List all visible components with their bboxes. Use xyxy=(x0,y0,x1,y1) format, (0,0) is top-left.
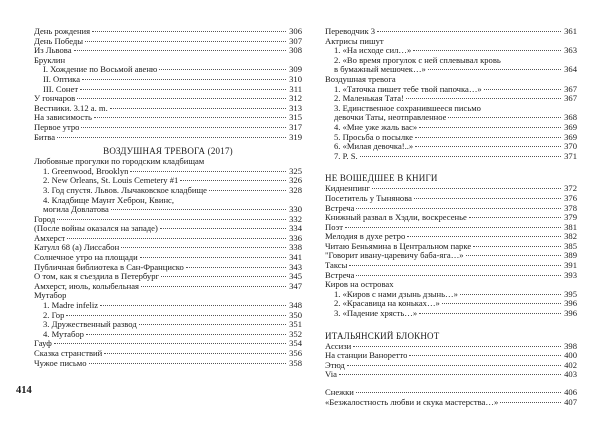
dot-leader xyxy=(407,236,561,237)
toc-entry-page: 363 xyxy=(564,45,577,56)
dot-leader xyxy=(356,208,561,209)
dot-leader xyxy=(74,50,286,51)
toc-entry-page: 395 xyxy=(564,288,577,299)
toc-entry-page: 378 xyxy=(564,202,577,213)
toc-group-title xyxy=(34,157,302,167)
dot-leader xyxy=(54,343,286,344)
toc-group-title xyxy=(325,280,577,290)
toc-entry xyxy=(34,167,302,177)
toc-entry xyxy=(325,123,577,133)
toc-entry-title: Город xyxy=(34,214,56,224)
toc-entry-page: 370 xyxy=(564,141,577,152)
toc-entry-title: II. Оптика xyxy=(43,74,81,84)
toc-entry xyxy=(325,232,577,242)
toc-entry xyxy=(34,253,302,263)
toc-entry-page: 396 xyxy=(564,298,577,309)
toc-entry-page: 369 xyxy=(564,121,577,132)
toc-entry-page: 364 xyxy=(564,64,577,75)
toc-entry-title: 4. «Мне уже жаль вас» xyxy=(334,122,418,132)
toc-entry xyxy=(34,94,302,104)
dot-leader xyxy=(121,247,286,248)
dot-leader xyxy=(57,219,286,220)
toc-entry-page: 402 xyxy=(564,359,577,370)
toc-entry-title: Книжный развал в Хэдли, воскресенье xyxy=(325,213,467,223)
toc-entry-page: 308 xyxy=(289,45,302,56)
toc-entry-page: 315 xyxy=(289,112,302,123)
toc-entry-title: (После войны оказался на западе) xyxy=(34,224,158,234)
toc-entry-page: 361 xyxy=(564,26,577,36)
dot-leader xyxy=(57,137,286,138)
toc-entry xyxy=(34,85,302,95)
toc-entry xyxy=(34,123,302,133)
toc-entry-title: 2. Маленькая Тата! xyxy=(334,94,404,104)
toc-entry-title: могила Довлатова xyxy=(43,205,109,215)
toc-entry-title: Встреча xyxy=(325,203,355,213)
toc-entry-page: 389 xyxy=(564,250,577,261)
toc-entry-title: 1. Madre infeliz xyxy=(43,301,99,311)
toc-entry xyxy=(325,242,577,252)
toc-entry-title: Читаю Беньямина в Центральном парке xyxy=(325,241,472,251)
dot-leader xyxy=(415,137,561,138)
dot-leader xyxy=(104,353,286,354)
toc-entry-page: 382 xyxy=(564,231,577,242)
toc-entry-title: I. Хождение по Восьмой авеню xyxy=(43,65,158,75)
toc-entry-page: 385 xyxy=(564,240,577,251)
toc-entry-page: 352 xyxy=(289,328,302,339)
toc-entry-title: 2. «Красавица на коньках…» xyxy=(334,299,440,309)
toc-entry-title: Актрисы пишут xyxy=(325,36,384,46)
toc-entry-title: Любовные прогулки по городским кладбищам xyxy=(34,157,205,167)
toc-entry-page: 358 xyxy=(289,357,302,368)
dot-leader xyxy=(339,374,561,375)
toc-entry-title: Бруклин xyxy=(34,55,66,65)
toc-entry xyxy=(325,113,577,123)
dot-leader xyxy=(419,127,561,128)
toc-entry-title: Переводчик 3 xyxy=(325,27,376,36)
toc-entry-title: Амхерст xyxy=(34,233,66,243)
toc-entry-page: 325 xyxy=(289,165,302,176)
toc-entry-title: Мелодия в духе ретро xyxy=(325,232,406,242)
dot-leader xyxy=(186,267,286,268)
toc-entry xyxy=(34,339,302,349)
toc-entry-title: 2. Гор xyxy=(43,310,65,320)
toc-entry-title: 4. Мутабор xyxy=(43,329,84,339)
toc-entry-page: 307 xyxy=(289,35,302,46)
dot-leader xyxy=(111,209,286,210)
toc-entry-title: О том, как я съездила в Петербург xyxy=(34,272,160,282)
dot-leader xyxy=(130,171,286,172)
dot-leader xyxy=(473,246,561,247)
dot-leader xyxy=(139,324,286,325)
toc-right-column xyxy=(325,27,577,407)
dot-leader xyxy=(413,50,561,51)
section-spacer xyxy=(325,319,577,327)
toc-entry-page: 393 xyxy=(564,269,577,280)
toc-entry-title: На зависимость xyxy=(34,113,92,123)
dot-leader xyxy=(356,392,561,393)
toc-entry-page: 326 xyxy=(289,175,302,186)
toc-entry-title: 3. Дружественный развод xyxy=(43,320,137,330)
toc-group-title xyxy=(34,291,302,301)
toc-left-column xyxy=(34,27,302,368)
dot-leader xyxy=(140,257,286,258)
toc-entry xyxy=(34,320,302,330)
toc-entry xyxy=(34,65,302,75)
toc-entry xyxy=(325,342,577,352)
toc-entry-title: 5. Просьба о посылке xyxy=(334,132,413,142)
toc-entry xyxy=(325,361,577,371)
dot-leader xyxy=(428,69,561,70)
dot-leader xyxy=(86,334,286,335)
dot-leader xyxy=(81,127,286,128)
toc-entry-page: 332 xyxy=(289,213,302,224)
toc-entry-page: 407 xyxy=(564,396,577,407)
dot-leader xyxy=(94,117,286,118)
toc-entry-page: 391 xyxy=(564,260,577,271)
dot-leader xyxy=(414,198,561,199)
toc-entry xyxy=(325,223,577,233)
dot-leader xyxy=(209,190,286,191)
toc-entry-page: 403 xyxy=(564,369,577,380)
dot-leader xyxy=(141,286,286,287)
toc-entry-title: Из Львова xyxy=(34,46,72,56)
toc-entry xyxy=(325,388,577,398)
toc-entry-page: 311 xyxy=(289,83,302,94)
toc-entry-page: 336 xyxy=(289,232,302,243)
toc-entry xyxy=(325,299,577,309)
toc-entry-page: 369 xyxy=(564,131,577,142)
toc-entry-title: Воздушная тревога xyxy=(325,74,396,84)
toc-entry xyxy=(34,37,302,47)
toc-group-title xyxy=(34,56,302,66)
toc-entry-title: 2. New Orleans, St. Louis Cemetery #1 xyxy=(43,176,179,186)
toc-entry-page: 328 xyxy=(289,184,302,195)
toc-entry-page: 367 xyxy=(564,83,577,94)
toc-entry-page: 350 xyxy=(289,309,302,320)
toc-entry-page: 319 xyxy=(289,131,302,142)
toc-entry-title: Чужое письмо xyxy=(34,358,87,368)
toc-entry xyxy=(34,234,302,244)
toc-entry-page: 338 xyxy=(289,242,302,253)
toc-entry-title: Сказка странствий xyxy=(34,349,103,358)
toc-entry-title: 1. «На исходе сил…» xyxy=(334,46,412,56)
section-heading: НЕ ВОШЕДШЕЕ В КНИГИ xyxy=(325,173,438,184)
dot-leader xyxy=(484,89,561,90)
toc-entry-page: 313 xyxy=(289,102,302,113)
toc-entry-title: Солнечное утро на площади xyxy=(34,253,138,263)
dot-leader xyxy=(180,180,286,181)
dot-leader xyxy=(419,313,561,314)
toc-entry-title: Ассизи xyxy=(325,341,352,351)
dot-leader xyxy=(66,315,286,316)
toc-entry-title: 7. P. S. xyxy=(334,151,358,161)
dot-leader xyxy=(100,305,286,306)
toc-entry-title: "Говорит ивану-царевичу баба-яга…» xyxy=(325,251,464,261)
toc-entry xyxy=(325,290,577,300)
dot-leader xyxy=(110,108,286,109)
dot-leader xyxy=(409,355,561,356)
toc-entry xyxy=(34,263,302,273)
toc-entry xyxy=(34,104,302,114)
toc-entry-page: 309 xyxy=(289,64,302,75)
toc-entry-title: Поэт xyxy=(325,222,344,232)
toc-entry-page: 310 xyxy=(289,73,302,84)
toc-entry xyxy=(325,142,577,152)
toc-entry-page: 351 xyxy=(289,319,302,330)
dot-leader xyxy=(89,363,286,364)
toc-entry xyxy=(34,215,302,225)
page-number: 414 xyxy=(16,385,32,396)
toc-entry xyxy=(34,27,302,37)
toc-entry-page: 317 xyxy=(289,121,302,132)
toc-entry xyxy=(325,184,577,194)
toc-entry xyxy=(34,359,302,369)
toc-entry-page: 398 xyxy=(564,340,577,351)
toc-entry-page: 371 xyxy=(564,150,577,161)
toc-entry xyxy=(325,27,577,37)
toc-entry-title: 1. Greenwood, Brooklyn xyxy=(43,166,129,176)
section-heading: ИТАЛЬЯНСКИЙ БЛОКНОТ xyxy=(325,330,440,341)
toc-entry-page: 347 xyxy=(289,280,302,291)
toc-entry-title: «Безжалостность любви и скука мастерства…» xyxy=(325,397,499,407)
toc-entry xyxy=(325,398,577,408)
dot-leader xyxy=(500,402,561,403)
toc-entry xyxy=(34,311,302,321)
toc-entry-title: Вестники. 3.12 a. m. xyxy=(34,103,108,113)
toc-entry-page: 381 xyxy=(564,221,577,232)
toc-entry-title: 3. «Падение хрясть…» xyxy=(334,309,418,319)
toc-entry-title: 1. «Таточка пишет тебе твой папочка…» xyxy=(334,84,482,94)
toc-entry-page: 306 xyxy=(289,26,302,36)
toc-entry xyxy=(34,133,302,143)
dot-leader xyxy=(448,117,561,118)
toc-entry-title: III. Сонет xyxy=(43,84,79,94)
toc-entry xyxy=(34,243,302,253)
toc-entry xyxy=(34,349,302,359)
toc-entry-title: Битва xyxy=(34,132,56,142)
dot-leader xyxy=(77,98,286,99)
toc-entry xyxy=(34,282,302,292)
dot-leader xyxy=(469,217,561,218)
dot-leader xyxy=(67,238,286,239)
dot-leader xyxy=(360,156,561,157)
toc-entry xyxy=(325,85,577,95)
toc-entry-title: Мутабор xyxy=(34,291,67,301)
toc-entry-page: 396 xyxy=(564,308,577,319)
dot-leader xyxy=(82,79,286,80)
toc-group-title xyxy=(325,104,577,114)
toc-entry-title: в бумажный мешочек…» xyxy=(334,65,426,75)
toc-entry-page: 343 xyxy=(289,261,302,272)
toc-entry-page: 345 xyxy=(289,271,302,282)
toc-entry xyxy=(34,75,302,85)
toc-entry xyxy=(34,272,302,282)
dot-leader xyxy=(460,294,561,295)
toc-entry-title: Катулл 68 (а) Лиссабон xyxy=(34,243,120,253)
toc-entry xyxy=(34,301,302,311)
toc-entry-page: 354 xyxy=(289,338,302,349)
toc-group-title xyxy=(34,196,302,206)
dot-leader xyxy=(377,31,561,32)
toc-entry-page: 330 xyxy=(289,204,302,215)
toc-entry xyxy=(325,271,577,281)
toc-group-title xyxy=(325,56,577,66)
toc-entry xyxy=(325,94,577,104)
toc-entry xyxy=(325,133,577,143)
dot-leader xyxy=(372,188,561,189)
toc-entry xyxy=(325,251,577,261)
toc-entry-title: Кидненпинг xyxy=(325,184,371,194)
toc-entry-page: 379 xyxy=(564,212,577,223)
dot-leader xyxy=(406,98,561,99)
toc-entry-page: 312 xyxy=(289,93,302,104)
toc-entry xyxy=(325,152,577,162)
toc-entry xyxy=(34,330,302,340)
toc-entry-page: 367 xyxy=(564,93,577,104)
toc-entry xyxy=(34,46,302,56)
toc-entry-title: Посетитель у Тынянова xyxy=(325,193,412,203)
toc-entry-title: 4. Кладбище Маунт Хеброн, Квинс, xyxy=(43,195,175,205)
toc-entry xyxy=(34,176,302,186)
toc-entry-title: Гауф xyxy=(34,339,52,349)
toc-entry-title: 3. Единственное сохранившееся письмо xyxy=(334,103,481,113)
toc-entry-title: 6. «Милая девочка!..» xyxy=(334,142,414,152)
toc-entry xyxy=(325,204,577,214)
toc-entry-title: Таксы xyxy=(325,261,348,271)
section-heading: ВОЗДУШНАЯ ТРЕВОГА (2017) xyxy=(103,146,233,157)
toc-entry-title: 3. Год спустя. Львов. Лычаковское кладбище xyxy=(43,185,207,195)
toc-group-title xyxy=(325,75,577,85)
toc-entry-title: Встреча xyxy=(325,270,355,280)
toc-entry xyxy=(325,309,577,319)
toc-group-title xyxy=(325,37,577,47)
toc-entry-title: 1. «Киров с нами дзынь дзынь…» xyxy=(334,289,458,299)
toc-entry xyxy=(34,224,302,234)
toc-entry-title: Снежки xyxy=(325,388,354,397)
toc-entry xyxy=(325,65,577,75)
toc-entry-title: Киров на островах xyxy=(325,280,394,290)
dot-leader xyxy=(349,265,561,266)
dot-leader xyxy=(466,255,561,256)
toc-entry xyxy=(325,370,577,380)
dot-leader xyxy=(92,31,286,32)
dot-leader xyxy=(442,303,561,304)
toc-entry xyxy=(325,261,577,271)
toc-entry-page: 376 xyxy=(564,192,577,203)
toc-entry-title: Первое утро xyxy=(34,122,80,132)
toc-entry xyxy=(325,351,577,361)
toc-entry-title: На станции Ваноретто xyxy=(325,351,408,361)
toc-entry-title: У гончаров xyxy=(34,94,76,104)
toc-entry-title: 2. «Во время прогулок с ней сплевывал кровь xyxy=(334,55,501,65)
section-spacer xyxy=(325,161,577,169)
toc-entry-page: 341 xyxy=(289,252,302,263)
toc-entry xyxy=(34,186,302,196)
dot-leader xyxy=(356,275,561,276)
dot-leader xyxy=(415,146,561,147)
toc-entry xyxy=(325,194,577,204)
toc-entry-title: День Победы xyxy=(34,36,84,46)
dot-leader xyxy=(80,89,286,90)
dot-leader xyxy=(159,69,286,70)
toc-entry-title: Этюд xyxy=(325,360,345,370)
toc-entry-title: девочки Таты, неотправленное xyxy=(334,113,447,123)
toc-entry-page: 368 xyxy=(564,112,577,123)
toc-entry-page: 372 xyxy=(564,183,577,194)
toc-entry-page: 400 xyxy=(564,350,577,361)
toc-entry-page: 334 xyxy=(289,223,302,234)
toc-entry xyxy=(34,113,302,123)
dot-leader xyxy=(160,228,286,229)
toc-entry-title: Via xyxy=(325,370,337,380)
toc-entry-page: 406 xyxy=(564,387,577,397)
toc-entry-title: Публичная библиотека в Сан-Франциско xyxy=(34,262,184,272)
toc-entry xyxy=(34,205,302,215)
dot-leader xyxy=(353,346,561,347)
toc-entry xyxy=(325,46,577,56)
dot-leader xyxy=(345,227,561,228)
dot-leader xyxy=(161,276,286,277)
dot-leader xyxy=(347,365,561,366)
toc-entry-title: День рождения xyxy=(34,27,91,36)
section-spacer xyxy=(325,380,577,388)
toc-entry-title: Амхерст, июль, колыбельная xyxy=(34,281,139,291)
toc-entry-page: 348 xyxy=(289,300,302,311)
toc-entry xyxy=(325,213,577,223)
toc-entry-page: 356 xyxy=(289,348,302,358)
dot-leader xyxy=(85,41,286,42)
